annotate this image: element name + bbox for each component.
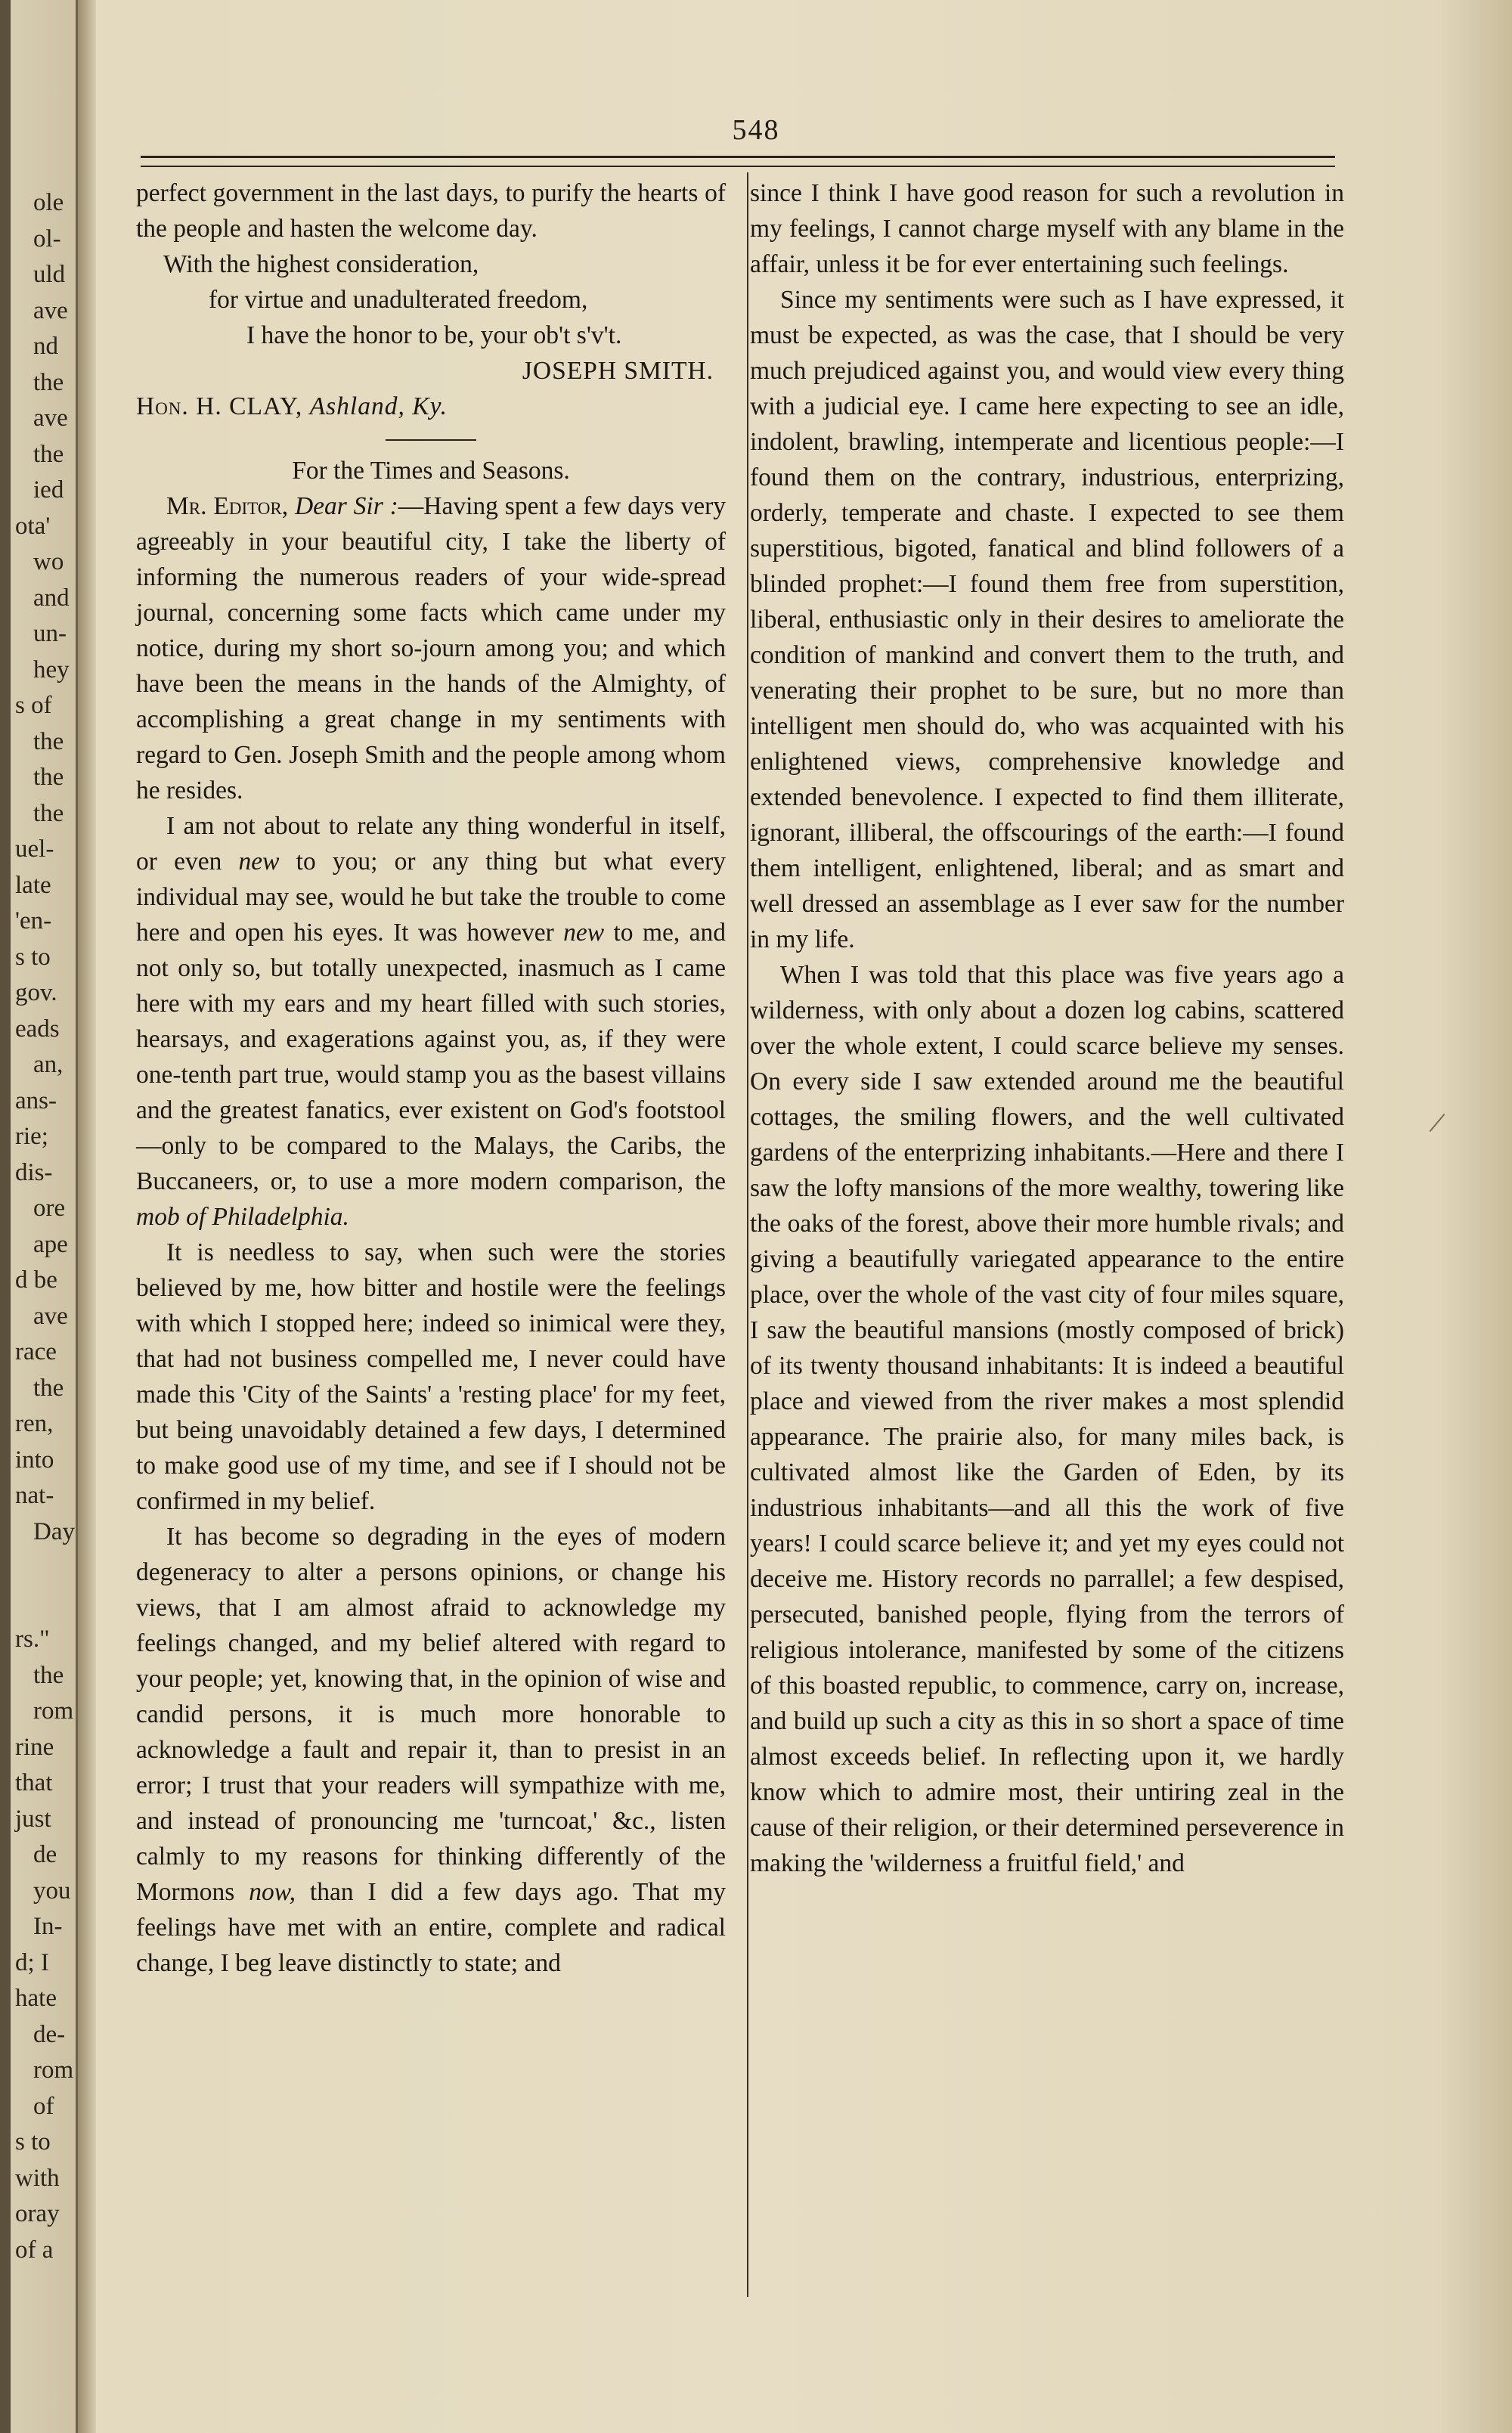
page-number: 548 [732, 114, 780, 146]
emphasis-now: now, [249, 1878, 296, 1906]
previous-page-fragment: ave [33, 404, 68, 432]
previous-page-fragment: de- [33, 2020, 66, 2048]
letter-closing-text: perfect government in the last days, to purify the hearts of the people and hasten the welcome day. [136, 179, 726, 243]
previous-page-fragment: oray [15, 2200, 60, 2227]
addressee-prefix: Hon. [136, 392, 189, 420]
previous-page-fragment: you [33, 1877, 71, 1905]
closing-line-2: for virtue and unadulterated freedom, [209, 286, 588, 314]
previous-page-fragment: with [15, 2164, 60, 2192]
previous-page-fragment: eads [15, 1015, 60, 1043]
previous-page-fragment: nat- [15, 1482, 54, 1509]
paragraph-2-part-b: to you; or any thing but what every individual may see, would he but take the trouble to come here and open his eyes. It was however [136, 848, 726, 947]
paragraph-1-text: —Having spent a few days very agreeably in your beautiful city, I take the liberty of informing the numerous readers of your wide-spread journal, concerning some facts which came under my notice, during my short so-journ among you; and which have been the means in the hands of the Almighty, of accomplishing a great change in my sentiments with regard to Gen. Joseph Smith and the people among whom he resides. [136, 492, 726, 804]
salutation-prefix: Mr. Editor, [166, 492, 289, 520]
previous-page-fragment: uld [33, 261, 66, 288]
left-column [136, 175, 726, 1981]
previous-page-fragment: s to [15, 943, 51, 971]
previous-page-fragment: ore [33, 1195, 66, 1222]
previous-page-fragment: 'en- [15, 907, 52, 934]
previous-page-fragment: ape [33, 1230, 68, 1258]
salutation-dear: Dear Sir : [294, 492, 398, 520]
previous-page-fragment: dis- [15, 1158, 53, 1186]
emphasis-new-1: new [238, 848, 280, 876]
paragraph-2-part-c: to me, and not only so, but totally unexpected, inasmuch as I came here with my ears and my heart filled with such stories, hearsays, and exagerations against you, as, if they were one-tenth part true, would stamp you as the basest villains and the greatest fanatics, ever existent on God's footstool—only to be compared to the Malays, the Caribs, the Buccaneers, or, to use a more modern comparison, the [136, 919, 727, 1195]
previous-page-fragment: into [15, 1446, 54, 1474]
previous-page-fragment: the [33, 799, 64, 827]
previous-page-fragment: hey [33, 656, 70, 683]
column-divider [747, 172, 748, 2297]
previous-page-fragment: In- [33, 1913, 63, 1940]
previous-page-fragment: the [33, 1374, 64, 1402]
previous-page-fragment: an, [33, 1051, 64, 1078]
addressee [136, 389, 726, 424]
right-paragraph-3: When I was told that this place was five years ago a wilderness, with only about a dozen log cabins, scattered over the whole extent, I could scarce believe my senses. On every side I saw extended around me the beautiful cottages, the smiling flowers, and the well cultivated gardens of the enterprizing inhabitants.—Here and there I saw the lofty mansions of the more wealthy, towering like the oaks of the forest, above their more humble rivals; and giving a beautifully variegated appearance to the entire place, over the whole of the vast city of four miles square, I saw the beautiful mansions (mostly composed of brick) of its twenty thousand inhabitants: It is indeed a beautiful place and viewed from the river makes a most splendid appearance. The prairie also, for many miles back, is cultivated almost like the Garden of Eden, by its industrious inhabitants—and all this the work of five years! I could scarce believe it; and yet my eyes could not deceive me. History records no parrallel; a few despised, persecuted, banished people, flying from the terrors of religious intolerance, manifested by some of the citizens of this boasted republic, to commence, carry on, increase, and build up such a city as this in so short a space of time almost exceeds belief. In reflecting upon it, we hardly know which to admire most, their untiring zeal in the cause of their religion, or their determined perseverence in making the 'wilderness a fruitful field,' and [750, 961, 1344, 1877]
previous-page-fragment: un- [33, 620, 67, 647]
previous-page-fragment: of a [15, 2236, 54, 2264]
previous-page-fragment: the [33, 764, 64, 791]
previous-page-fragment: nd [33, 333, 58, 360]
previous-page-fragment: ole [33, 189, 64, 216]
previous-page-fragment: and [33, 584, 70, 612]
article-paragraph-1 [136, 488, 726, 808]
addressee-name: H. CLAY, [196, 392, 303, 420]
previous-page-fragment: ans- [15, 1086, 57, 1114]
closing-line-1: With the highest consideration, [163, 250, 479, 278]
previous-page-fragment: ol- [33, 225, 61, 253]
right-paragraph-1: since I think I have good reason for such a revolution in my feelings, I cannot charge myself with any blame in the affair, unless it be for ever entertaining such feelings. [750, 179, 1344, 278]
paragraph-4-part-a: It has become so degrading in the eyes of modern degeneracy to alter a persons opinions, or change his views, that I am almost afraid to acknowledge my feelings changed, and my belief altered with regard to your people; yet, knowing that, in the opinion of wise and candid persons, it is much more honorable to acknowledge a fault and repair it, than to presist in an error; I trust that your readers will sympathize with me, and instead of pronouncing me 'turncoat,' &c., listen calmly to my reasons for thinking differently of the Mormons [136, 1523, 726, 1906]
previous-page-fragment: the [33, 440, 64, 468]
emphasis-new-2: new [563, 919, 605, 947]
previous-page-fragment: ied [33, 476, 64, 504]
paragraph-4-part-b: than I did a few days ago. That my feelings have met with an entire, complete and radical change, I beg leave distinctly to state; and [136, 1878, 727, 1977]
previous-page-fragment: rom [33, 1697, 74, 1725]
previous-page-fragment: s of [15, 692, 52, 719]
previous-page-fragment: de [33, 1841, 57, 1868]
previous-page-fragment: that [15, 1769, 53, 1796]
previous-page-fragment: ave [33, 1302, 68, 1330]
previous-page-fragment: Day [33, 1517, 75, 1545]
article-paragraph-3: It is needless to say, when such were the stories believed by me, how bitter and hostile were the feelings with which I stopped here; indeed so inimical were they, that had not business compelled me, I never could have made this 'City of the Saints' a 'resting place' for my feet, but being unavoidably detained a few days, I determined to make good use of my time, and see if I should not be confirmed in my belief. [136, 1238, 726, 1515]
previous-page-fragment: ota' [15, 512, 51, 540]
paragraph-2-part-a: I am not about to relate any thing wonderful in itself, or even [136, 812, 726, 876]
book-gutter [78, 0, 96, 2433]
previous-page-fragment: rine [15, 1733, 54, 1761]
header-double-rule [141, 156, 1335, 167]
previous-page-fragment: just [15, 1805, 51, 1833]
previous-page-fragment: ren, [15, 1410, 54, 1437]
previous-page-fragment: race [15, 1338, 57, 1365]
previous-page-fragment: the [33, 1661, 64, 1689]
previous-page-fragment: uel- [15, 835, 54, 863]
previous-page-fragment: rs." [15, 1626, 50, 1653]
previous-page-fragment: the [33, 727, 64, 755]
previous-page-fragment: the [33, 368, 64, 396]
previous-page-fragment: of [33, 2092, 54, 2120]
section-separator [386, 439, 476, 441]
previous-page-fragment: rie; [15, 1123, 48, 1150]
right-paragraph-2: Since my sentiments were such as I have expressed, it must be expected, as was the case, that I should be very much prejudiced against you, and would view every thing with a judicial eye. I came here expecting to see an idle, indolent, brawling, intemperate and licentious people:—I found them on the contrary, industrious, enterprizing, orderly, temperate and chaste. I expected to see them superstitious, bigoted, fanatical and blind followers of a blinded prophet:—I found them free from superstition, liberal, enthusiastic only in their desires to ameliorate the condition of mankind and convert them to the truth, and venerating their prophet to be sure, but no more than intelligent men should do, who was acquainted with his enlightened views, comprehensive knowledge and extended benevolence. I expected to find them illiterate, ignorant, illiberal, the offscourings of the earth:—I found them intelligent, enlightened, liberal; and as smart and well dressed an assemblage as I ever saw for the number in my life. [750, 286, 1344, 953]
closing-line-3: I have the honor to be, your ob't s'v't. [246, 321, 622, 349]
previous-page-fragment: wo [33, 548, 64, 575]
article-heading: For the Times and Seasons. [292, 457, 570, 485]
addressee-place: Ashland, Ky. [309, 392, 448, 420]
signature: JOSEPH SMITH. [522, 357, 714, 385]
previous-page-fragment: hate [15, 1985, 57, 2012]
previous-page-fragment: rom [33, 2056, 74, 2084]
previous-page-fragment: ave [33, 296, 68, 324]
previous-page-strip [11, 0, 78, 2433]
previous-page-fragment: late [15, 871, 51, 899]
article-paragraph-4 [136, 1519, 726, 1981]
previous-page-fragment: gov. [15, 979, 57, 1006]
previous-page-fragment: d; I [15, 1948, 49, 1976]
previous-page-fragment: d be [15, 1266, 57, 1294]
margin-mark [1430, 1114, 1445, 1132]
emphasis-mob: mob of Philadelphia. [136, 1203, 349, 1231]
book-edge [0, 0, 11, 2433]
article-paragraph-2 [136, 808, 726, 1235]
right-column [750, 175, 1344, 1881]
previous-page-fragment: s to [15, 2128, 51, 2156]
